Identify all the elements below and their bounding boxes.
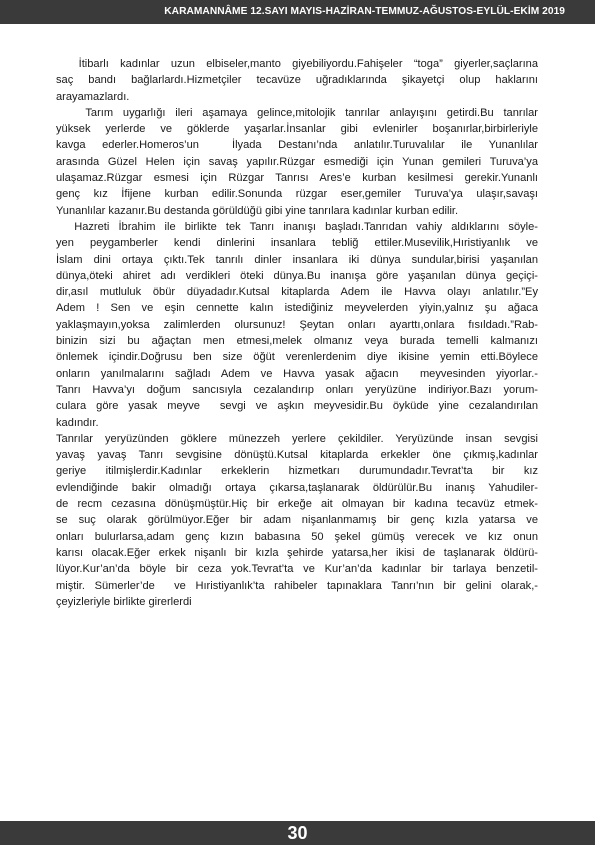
page-number: 30 [287, 823, 308, 843]
text-line: arayamazlardı. [56, 90, 130, 103]
text-line: Tanrı Havva’yı doğum sancısıyla cezalandırıp onları yeryüzüne indiriyor.Bazı yorum- [56, 383, 538, 396]
footer-bar [0, 821, 595, 845]
text-line: Tanrılar yeryüzünden göklere münezzeh yerlere çekildiler. Yeryüzünde insan sevgisi [56, 432, 538, 445]
text-line: yaklaşmayın,yoksa zalimlerden olursunuz! Şeytan onları ayarttı,onlara fısıldadı.”Rab- [56, 318, 538, 331]
text-line: dünya,öteki ahiret adı verdikleri öteki dünya.Bu inanışa göre yaşanılan dünya geçiçi- [56, 269, 538, 282]
text-line: kadındır. [56, 416, 99, 429]
text-line: onları bulurlarsa,adam genç kızın babasına 50 şekel gümüş verecek ve kız onun [56, 530, 538, 543]
text-line: Hazreti İbrahim ile birlikte tek Tanrı inanışı başladı.Tanrıdan vahiy aldıklarını söyle- [56, 220, 538, 233]
text-line: de recm cezasına dönüşmüştür.Hiç bir erkeğe ait olmayan bir kadına tecavüz etmek- [56, 498, 538, 511]
text-line: miştir. Sümerler’de ve Hıristiyanlık’ta rahibeler tapınaklara Tanrı’nın bir gelini olarak,- [56, 579, 538, 592]
text-line: İslam dini ortaya çıktı.Tek tanrılı dinler insanlara iki dünya sundular,birisi yaşanılan [56, 253, 538, 266]
text-line: arasında Güzel Helen için savaş yapılır.Rüzgar esmediği için Yunan gemileri Turuva’ya [56, 155, 538, 168]
text-line: Adem ! Sen ve eşin cennette kalın istediğiniz meyvelerden yiyin,yalnız şu ağaca [56, 302, 538, 315]
text-line: culara göre yasak meyve sevgi ve aşkın meyvesidir.Bu öyküde yine cezalandırılan [56, 400, 538, 413]
text-line: onların yanılmalarını sağladı Adem ve Havva yasak ağacın meyvesinden yiyorlar.- [56, 367, 538, 380]
text-line: Tarım uygarlığı ileri aşamaya gelince,mitolojik tanrılar anlayışını getirdi.Bu tanrılar [56, 106, 538, 119]
text-line: Yunanlılar kazanır.Bu destanda görüldüğü gibi yine tanrılara kadınlar kurban edilir. [56, 204, 459, 217]
article-body [56, 56, 538, 610]
text-line: karısı olacak.Eğer erkek nişanlı bir kızla şehirde yatarsa,her ikisi de taşlanarak öldürü- [56, 546, 538, 559]
text-line: çeyizleriyle birlikte girerlerdi [56, 595, 192, 608]
text-line: genç kız İfijene kurban edilir.Sonunda rüzgar eser,gemiler Turuva’ya ulaşır,savaşı [56, 188, 538, 201]
text-line: kavga ederler.Homeros’un İlyada Destanı’nda anlatılır.Turuvalılar ile Yunanlılar [56, 139, 538, 152]
text-line: yen peygamberler kendi dinlerini insanlara tebliğ ettiler.Musevilik,Hıristiyanlık ve [56, 237, 538, 250]
text-line: ulaşamaz.Rüzgar esmesi için Rüzgar Tanrısı Ares’e kurban kesilmesi gerekir.Yunanlı [56, 172, 538, 185]
text-line: binizin sizi bu ağaçtan men etmesi,melek olmanız veya burada temelli kalmanızı [56, 335, 538, 348]
text-line: evlendiğinde bakir olmadığı ortaya çıkarsa,taşlanarak öldürülür.Bu inanış Yahudiler- [56, 481, 538, 494]
text-line: dir,asıl mutluluk öbür düyadadır.Kutsal kitaplarda Adem ile Havva olayı anlatılır.”Ey [56, 286, 538, 299]
text-line: lüyor.Kur’an’da böyle bir ceza yok.Tevrat’ta ve Kur’an’da kadınlar bir tarlaya benzetil- [56, 563, 538, 576]
text-line: yüksek yerlerde ve göklerde yaşarlar.İnsanlar gibi evlenirler boşanırlar,birbirleriyle [56, 123, 538, 136]
text-line: İtibarlı kadınlar uzun elbiseler,manto giyebiliyordu.Fahişeler “toga” giyerler,saçlarına [56, 58, 538, 70]
text-line: yavaş yavaş Tanrı sevgisine dönüştü.Kutsal kitaplarda erkekler öne çıkmış,kadınlar [56, 449, 538, 462]
text-line: önlemek içindir.Doğrusu ben size öğüt verenlerdenim diye ikisine yemin etti.Böylece [56, 351, 538, 364]
running-header: KARAMANNÂME 12.SAYI MAYIS-HAZİRAN-TEMMUZ-AĞUSTOS-EYLÜL-EKİM 2019 [0, 0, 595, 24]
text-line: geriye itilmişlerdir.Kadınlar erkeklerin hizmetkarı durumundadır.Tevrat’ta bir kız [56, 465, 538, 478]
text-line: se suç olarak görülmüyor.Eğer bir adam nişanlanmamış bir genç kızla yatarsa ve [56, 514, 538, 527]
text-line: saç bandı bağlarlardı.Hizmetçiler tecavüze uğradıklarında şikayetçi olup haklarını [56, 74, 538, 87]
